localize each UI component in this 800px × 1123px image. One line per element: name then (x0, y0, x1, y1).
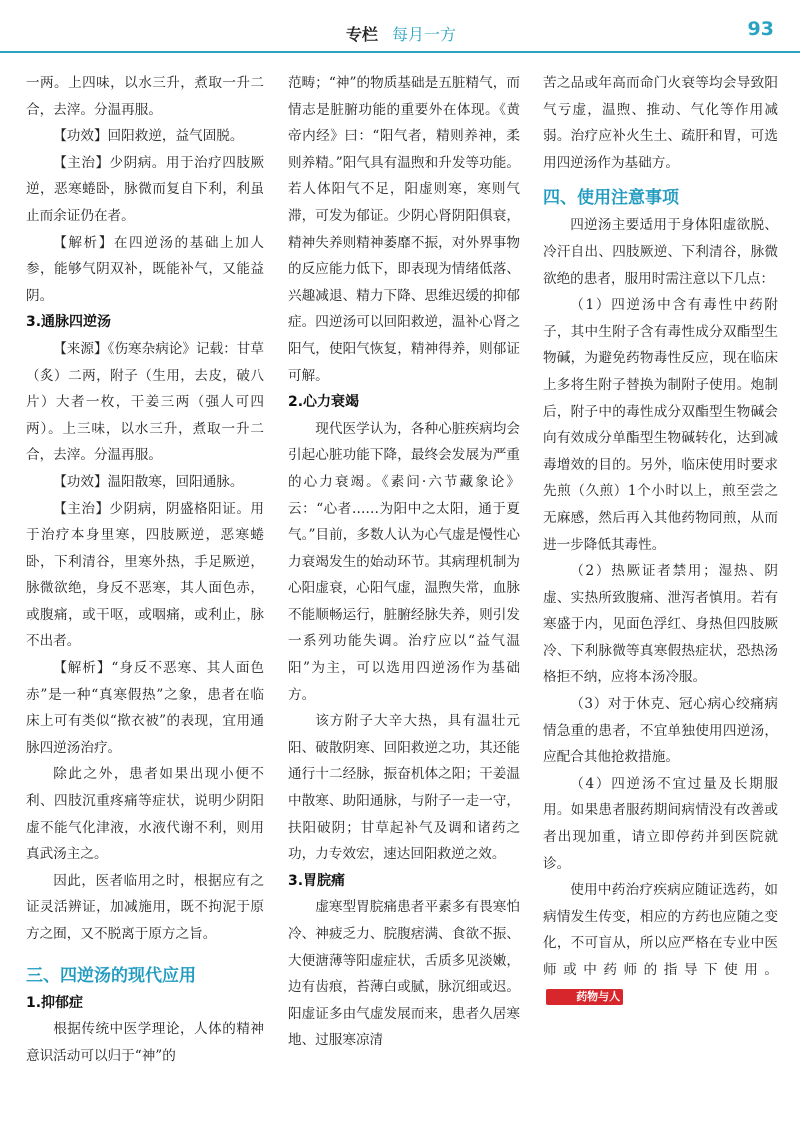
paragraph-analysis: 【解析】“身反不恶寒、其人面色赤”是一种“真寒假热”之象，患者在临床上可有类似“揿衣被”的表现，宜用通脉四逆汤治疗。 (26, 660, 264, 756)
series-label: 每月一方 (392, 25, 457, 44)
paragraph: 因此，医者临用之时，根据应有之证灵活辨证，加减施用，既不拘泥于原方之囿，又不脱离于原方之旨。 (26, 872, 264, 942)
paragraph-indication: 【主治】少阴病，阴盛格阳证。用于治疗本身里寒，四肢厥逆，恶寒蜷卧，下利清谷，里寒外热，手足厥逆，脉微欲绝，身反不恶寒，其人面色赤，或腹痛，或干呕，或咽痛，或利止，脉不出者。 (26, 500, 264, 650)
column-3 (543, 70, 778, 1010)
paragraph-note-3: （3）对于休克、冠心病心绞痛病情急重的患者，不宜单独使用四逆汤，应配合其他抢救措施。 (543, 696, 778, 766)
closing-text: 使用中药治疗疾病应随证选药，如病情发生传变，相应的方药也应随之变化，不可盲从，所以应严格在专业中医师或中药师的指导下使用。 (543, 882, 778, 978)
subheading-stomach-pain: 3.胃脘痛 (288, 872, 346, 889)
paragraph: 苦之品或年高而命门火衰等均会导致阳气亏虚，温煦、推动、气化等作用减弱。治疗应补火生土、疏肝和胃，可选用四逆汤作为基础方。 (543, 75, 778, 171)
column-2 (288, 70, 520, 1054)
paragraph-note-1: （1）四逆汤中含有毒性中药附子，其中生附子含有毒性成分双酯型生物碱，为避免药物毒性反应，现在临床上多将生附子替换为制附子使用。炮制后，附子中的毒性成分双酯型生物碱会向有效成分单酯型生物碱转化，达到减毒增效的目的。另外，临床使用时要求先煎（久煎）1个小时以上，煎至尝之无麻感，然后再入其他药物同煎，从而进一步降低其毒性。 (543, 297, 778, 553)
paragraph: 一两。上四味，以水三升，煮取一升二合，去滓。分温再服。 (26, 75, 264, 118)
column-1 (26, 70, 264, 1069)
paragraph: 范畴；“神”的物质基础是五脏精气，而情志是脏腑功能的重要外在体现。《黄帝内经》曰：“阳气者，精则养神，柔则养精。”阳气具有温煦和升发等功能。若人体阳气不足，阳虚则寒，寒则气滞，可发为郁证。少阴心肾阴阳俱衰，精神失养则精神萎靡不振，对外界事物的反应能力低下，即表现为情绪低落、兴趣减退、精力下降、思维迟缓的抑郁症。四逆汤可以回阳救逆，温补心肾之阳气，使阳气恢复，精神得养，则郁证可解。 (288, 75, 520, 384)
paragraph-analysis: 【解析】在四逆汤的基础上加人参，能够气阴双补，既能补气，又能益阴。 (26, 234, 264, 304)
paragraph-note-2: （2）热厥证者禁用；湿热、阴虚、实热所致腹痛、泄泻者慎用。若有寒盛于内，见面色浮红、身热但四肢厥冷、下利脉微等真寒假热症状，恐热汤格拒不纳，应将本汤冷服。 (543, 563, 778, 686)
paragraph: 虚寒型胃脘痛患者平素多有畏寒怕冷、神疲乏力、脘腹痞满、食欲不振、大便溏薄等阳虚症状，舌质多见淡嫩，边有齿痕，苔薄白或腻，脉沉细或迟。阳虚证多由气虚发展而来，患者久居寒地、过服寒凉清 (288, 899, 520, 1049)
page-header (0, 0, 800, 52)
paragraph-closing (543, 877, 778, 1010)
subheading-tongmai: 3.通脉四逆汤 (26, 314, 112, 331)
paragraph-source: 【来源】《伤寒杂病论》记载：甘草（炙）二两，附子（生用，去皮，破八片）大者一枚，干姜三两（强人可四两）。上三味，以水三升，煮取一升二合，去滓。分温再服。 (26, 340, 264, 464)
page-number: 93 (747, 18, 774, 40)
paragraph-note-4: （4）四逆汤不宜过量及长期服用。如果患者服药期间病情没有改善或者出现加重，请立即停药并到医院就诊。 (543, 775, 778, 872)
paragraph-efficacy: 【功效】回阳救逆，益气固脱。 (53, 128, 244, 145)
subheading-heart-failure: 2.心力衰竭 (288, 394, 360, 411)
section-heading-precautions: 四、使用注意事项 (543, 188, 679, 209)
paragraph: 现代医学认为，各种心脏疾病均会引起心脏功能下降，最终会发展为严重的心力衰竭。《素问·六节藏象论》云：“心者……为阳中之太阳，通于夏气。”目前，多数人认为心气虚是慢性心力衰竭发生的始动环节。其病理机制为心阳虚衰，心阳气虚，温煦失常，血脉不能顺畅运行，脏腑经脉失养，则引发一系列功能失调。治疗应以“益气温阳”为主，可以选用四逆汤作为基础方。 (288, 420, 520, 703)
paragraph: 根据传统中医学理论，人体的精神意识活动可以归于“神”的 (26, 1021, 264, 1064)
header-rule (0, 51, 800, 53)
paragraph-indication: 【主治】少阴病。用于治疗四肢厥逆，恶寒蜷卧，脉微而复自下利，利虽止而余证仍在者。 (26, 154, 264, 224)
section-label: 专栏 (346, 25, 379, 44)
section-heading-modern-use: 三、四逆汤的现代应用 (26, 965, 196, 986)
paragraph: 该方附子大辛大热，具有温壮元阳、破散阴寒、回阳救逆之功，其还能通行十二经脉，振奋机体之阳；干姜温中散寒、助阳通脉，与附子一走一守，扶阳破阴；甘草起补气及调和诸药之功，力专效宏，速达回阳救逆之效。 (288, 713, 520, 863)
paragraph-efficacy: 【功效】温阳散寒，回阳通脉。 (53, 473, 244, 490)
paragraph: 四逆汤主要适用于身体阳虚欲脱、冷汗自出、四肢厥逆、下利清谷，脉微欲绝的患者，服用时需注意以下几点： (543, 217, 778, 287)
magazine-logo: 药物与人 (546, 989, 623, 1005)
paragraph: 除此之外，患者如果出现小便不利、四肢沉重疼痛等症状，说明少阴阳虚不能气化津液，水液代谢不利，则用真武汤主之。 (26, 766, 264, 863)
subheading-depression: 1.抑郁症 (26, 994, 84, 1011)
